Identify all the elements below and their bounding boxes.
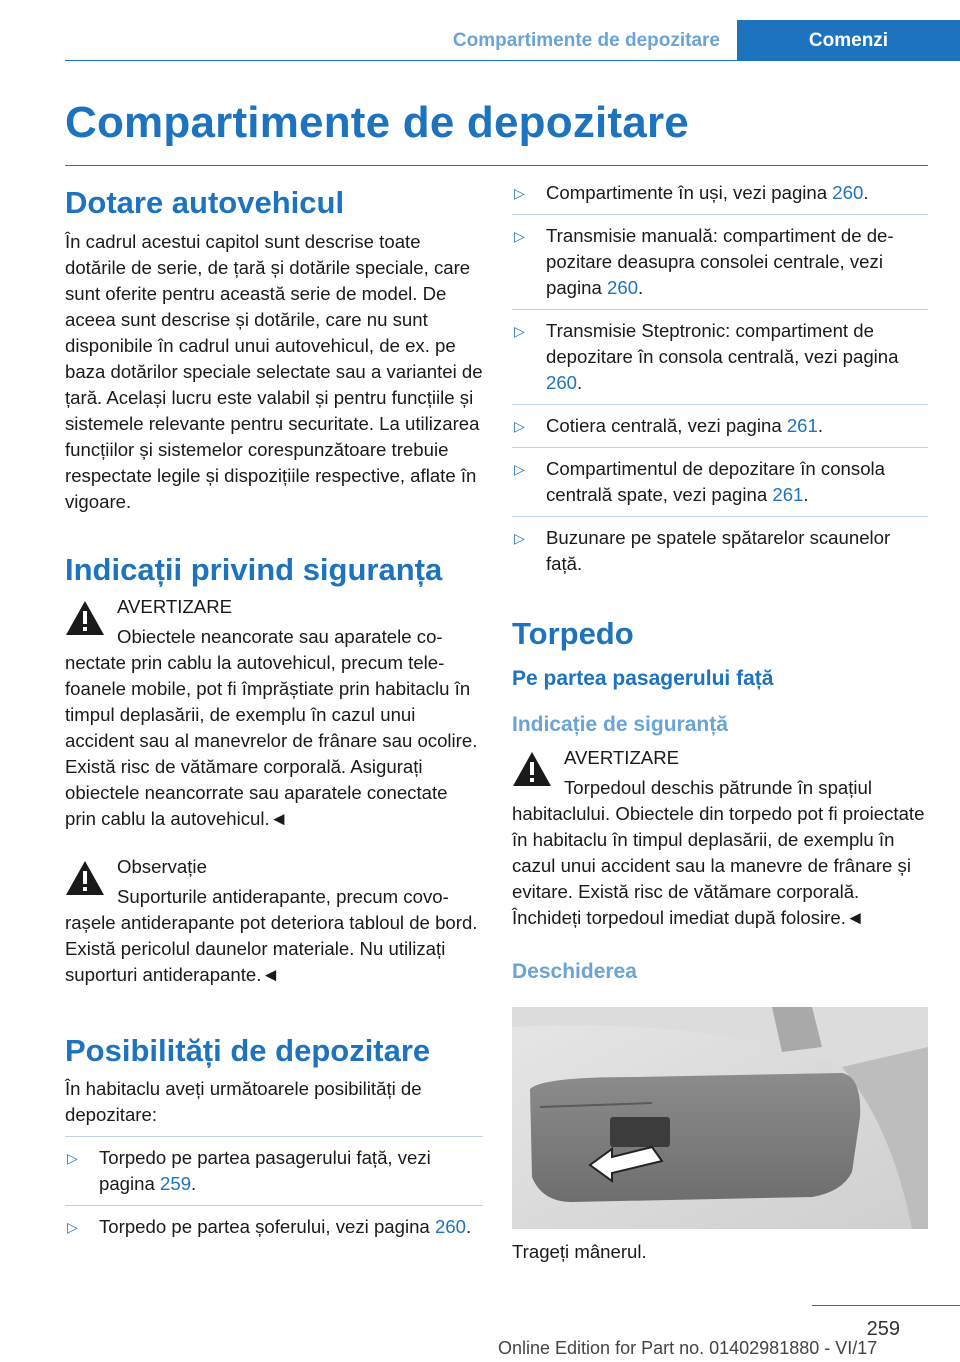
list-divider (65, 1205, 483, 1206)
warning-triangle-icon (512, 751, 552, 787)
footer-rule (812, 1305, 960, 1306)
note-block (65, 854, 483, 988)
list-item: ▷ Transmisie manuală: compartiment de depozitare deasupra consolei centrale, vezi pagina 260. (514, 225, 894, 298)
header-rule (65, 60, 960, 61)
list-item: ▷ Compartimente în uși, vezi pagina 260. (512, 180, 928, 206)
heading-torpedo: Torpedo (512, 616, 634, 651)
triangle-bullet-icon: ▷ (514, 323, 525, 339)
paragraph-posibilitati: În habitaclu aveți următoarele posibilități de depozitare: (65, 1077, 422, 1125)
page-number: 259 (866, 1318, 900, 1340)
warning-triangle-icon (65, 600, 105, 636)
list-item: ▷ Cotiera centrală, vezi pagina 261. (512, 413, 928, 439)
heading-dotare: Dotare autovehicul (65, 185, 345, 220)
list-item: ▷ Buzunare pe spatele spătarelor scaunelor față. (514, 527, 891, 574)
triangle-bullet-icon: ▷ (514, 185, 525, 201)
page-link[interactable]: 261 (786, 415, 818, 436)
triangle-bullet-icon: ▷ (514, 530, 525, 546)
triangle-bullet-icon: ▷ (67, 1149, 78, 1166)
right-column (512, 180, 928, 1265)
heading-indicatie: Indicație de siguranță (512, 713, 728, 737)
list-divider (512, 516, 928, 517)
triangle-bullet-icon: ▷ (514, 461, 525, 477)
warning-body: Obiectele neancorate sau aparatele conectate prin cablu la autovehicul, precum telefoanele mobile, pot fi împrăștiate prin habitaclu în timpul deplasării, de exemplu în cazul unui accident sau al manevrelor de frânare sau ocolire. Există risc de vătămare corporală. Asigurați obiectele neancorrate sau aparatele conectate prin cablu la autovehicul.◄ (65, 626, 478, 830)
running-header-chapter: Comenzi (737, 20, 960, 61)
edition-note: Online Edition for Part no. 01402981880 - VI/17 (498, 1338, 878, 1358)
heading-indicatii: Indicații privind siguranța (65, 552, 443, 588)
page-link[interactable]: 259 (160, 1172, 192, 1194)
page-title: Compartimente de depozitare (65, 98, 689, 147)
list-item: ▷ Torpedo pe partea șoferului, vezi pagina 260. (65, 1214, 483, 1240)
paragraph-dotare: În cadrul acestui capitol sunt descrise toate dotările de serie, de țară și dotările speciale, care sunt oferite pentru această serie de model. De aceea sunt descrise și dotările, care nu sunt disponibile în cadrul unui autovehicul, de ex. pe baza dotărilor speciale selectate sau a variantei de țară. Același lucru este valabil și pentru funcțiile și sistemele relevante pentru securitate. La utilizarea funcțiilor și sistemelor corespunzătoare trebuie respectate legile și dispozițiile respective, aflate în vigoare. (65, 231, 483, 513)
warning-block-torpedo (512, 745, 928, 931)
heading-posibilitati: Posibilități de depozitare (65, 1033, 431, 1069)
page-link[interactable]: 260 (832, 182, 864, 203)
heading-deschiderea: Deschiderea (512, 959, 637, 983)
note-body: Suporturile antiderapante, precum covorașele antiderapante pot deteriora tabloul de bord. Există pericolul daunelor materiale. Nu utilizați suporturi antiderapante.◄ (65, 886, 478, 986)
list-item: ▷ Transmisie Steptronic: compartiment de depozitare în consola centrală, vezi pagina 260. (514, 320, 899, 393)
warning-title: AVERTIZARE (117, 596, 233, 618)
page-link[interactable]: 261 (772, 484, 804, 505)
glovebox-photo (512, 1007, 928, 1229)
page-link[interactable]: 260 (434, 1215, 466, 1237)
triangle-bullet-icon: ▷ (514, 418, 525, 434)
running-header-section: Compartimente de depozitare (452, 30, 720, 51)
storage-list-right (512, 180, 928, 577)
list-item: ▷ Torpedo pe partea pasagerului față, vezi pagina 259. (67, 1146, 431, 1194)
storage-list-left (65, 1136, 483, 1240)
list-divider (512, 309, 928, 310)
warning-title: AVERTIZARE (564, 746, 680, 768)
page-link[interactable]: 260 (607, 277, 639, 298)
list-item: ▷ Compartimentul de depozitare în consola centrală spate, vezi pagina 261. (514, 458, 886, 505)
warning-triangle-icon (65, 860, 105, 896)
triangle-bullet-icon: ▷ (67, 1218, 78, 1235)
note-title: Observație (117, 856, 207, 878)
triangle-bullet-icon: ▷ (514, 228, 525, 244)
title-rule (65, 165, 928, 166)
warning-block-1 (65, 594, 483, 832)
heading-pasager: Pe partea pasagerului față (512, 667, 774, 691)
page-link[interactable]: 260 (546, 372, 578, 393)
left-column (65, 180, 483, 1240)
list-divider (512, 447, 928, 448)
photo-caption: Trageți mânerul. (512, 1240, 647, 1262)
list-divider (65, 1136, 483, 1137)
warning-body: Torpedoul deschis pătrunde în spațiul habitaclului. Obiectele din torpedo pot fi proiectate în habitaclu în timpul deplasării, de exemplu în cazul unui accident sau la manevre de frânare și evitare. Există risc de vătămare corporală. Închideți torpedoul imediat după folosire.◄ (512, 776, 925, 928)
list-divider (512, 214, 928, 215)
list-divider (512, 404, 928, 405)
